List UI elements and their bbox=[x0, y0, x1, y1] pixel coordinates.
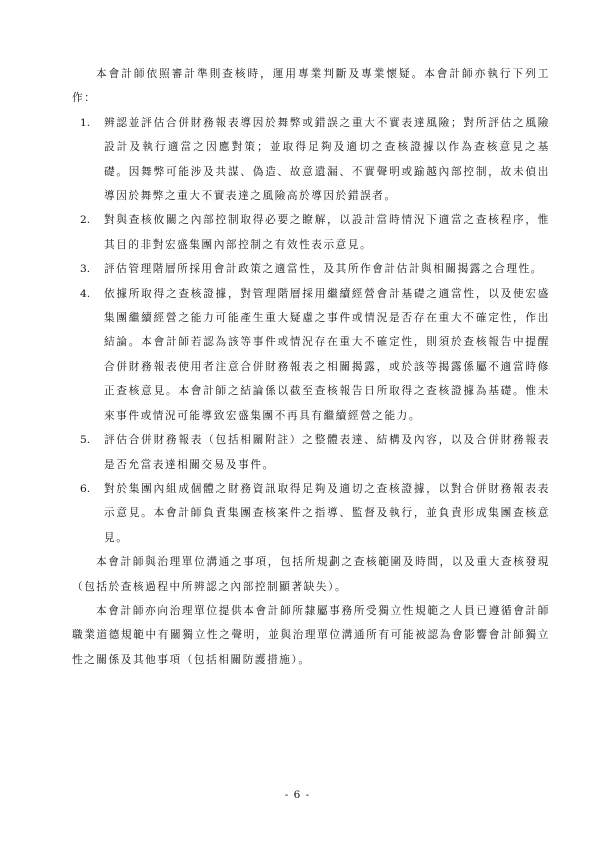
list-item-number: 4. bbox=[80, 287, 91, 300]
page-number: - 6 - bbox=[284, 789, 311, 801]
list-item-number: 2. bbox=[80, 214, 91, 227]
procedures-list bbox=[72, 111, 550, 550]
independence-paragraph: 本會計師亦向治理單位提供本會計師所隸屬事務所受獨立性規範之人員已遵循會計師職業道德規範中有關獨立性之聲明，並與治理單位溝通所有可能被認為會影響會計師獨立性之關係及其他事項（包括相關防護措施）。 bbox=[72, 604, 550, 666]
list-item bbox=[72, 257, 550, 281]
list-item bbox=[72, 282, 550, 428]
report-body bbox=[72, 62, 550, 672]
list-item-number: 5. bbox=[80, 434, 91, 447]
list-item-text: 依據所取得之查核證據，對管理階層採用繼續經營會計基礎之適當性，以及使宏盛集團繼續經營之能力可能產生重大疑慮之事件或情況是否存在重大不確定性，作出結論。本會計師若認為該等事件或情況存在重大不確定性，則須於查核報告中提醒合併財務報表使用者注意合併財務報表之相關揭露，或於該等揭露係屬不適當時修正查核意見。本會計師之結論係以截至查核報告日所取得之查核證據為基礎。惟未來事件或情況可能導致宏盛集團不再具有繼續經營之能力。 bbox=[104, 287, 550, 422]
list-item bbox=[72, 477, 550, 550]
list-item-text: 評估管理階層所採用會計政策之適當性，及其所作會計估計與相關揭露之合理性。 bbox=[104, 263, 543, 276]
list-item-number: 1. bbox=[80, 116, 91, 129]
communication-paragraph: 本會計師與治理單位溝通之事項，包括所規劃之查核範圍及時間，以及重大查核發現（包括於查核過程中所辨認之內部控制顯著缺失）。 bbox=[72, 556, 550, 593]
intro-paragraph: 本會計師依照審計準則查核時，運用專業判斷及專業懷疑。本會計師亦執行下列工作： bbox=[72, 68, 550, 105]
list-item-text: 對於集團內組成個體之財務資訊取得足夠及適切之查核證據，以對合併財務報表表示意見。本會計師負責集團查核案件之指導、監督及執行，並負責形成集團查核意見。 bbox=[104, 482, 550, 544]
list-item-text: 辨認並評估合併財務報表導因於舞弊或錯誤之重大不實表達風險；對所評估之風險設計及執行適當之因應對策；並取得足夠及適切之查核證據以作為查核意見之基礎。因舞弊可能涉及共謀、偽造、故意遺漏、不實聲明或踰越內部控制，故未偵出導因於舞弊之重大不實表達之風險高於導因於錯誤者。 bbox=[104, 116, 550, 203]
list-item-text: 評估合併財務報表（包括相關附註）之整體表達、結構及內容，以及合併財務報表是否允當表達相關交易及事件。 bbox=[104, 434, 550, 471]
list-item bbox=[72, 428, 550, 477]
list-item-text: 對與查核攸關之內部控制取得必要之瞭解，以設計當時情況下適當之查核程序，惟其目的非對宏盛集團內部控制之有效性表示意見。 bbox=[104, 214, 550, 251]
list-item-number: 3. bbox=[80, 263, 91, 276]
list-item-number: 6. bbox=[80, 482, 91, 495]
list-item bbox=[72, 111, 550, 209]
list-item bbox=[72, 208, 550, 257]
